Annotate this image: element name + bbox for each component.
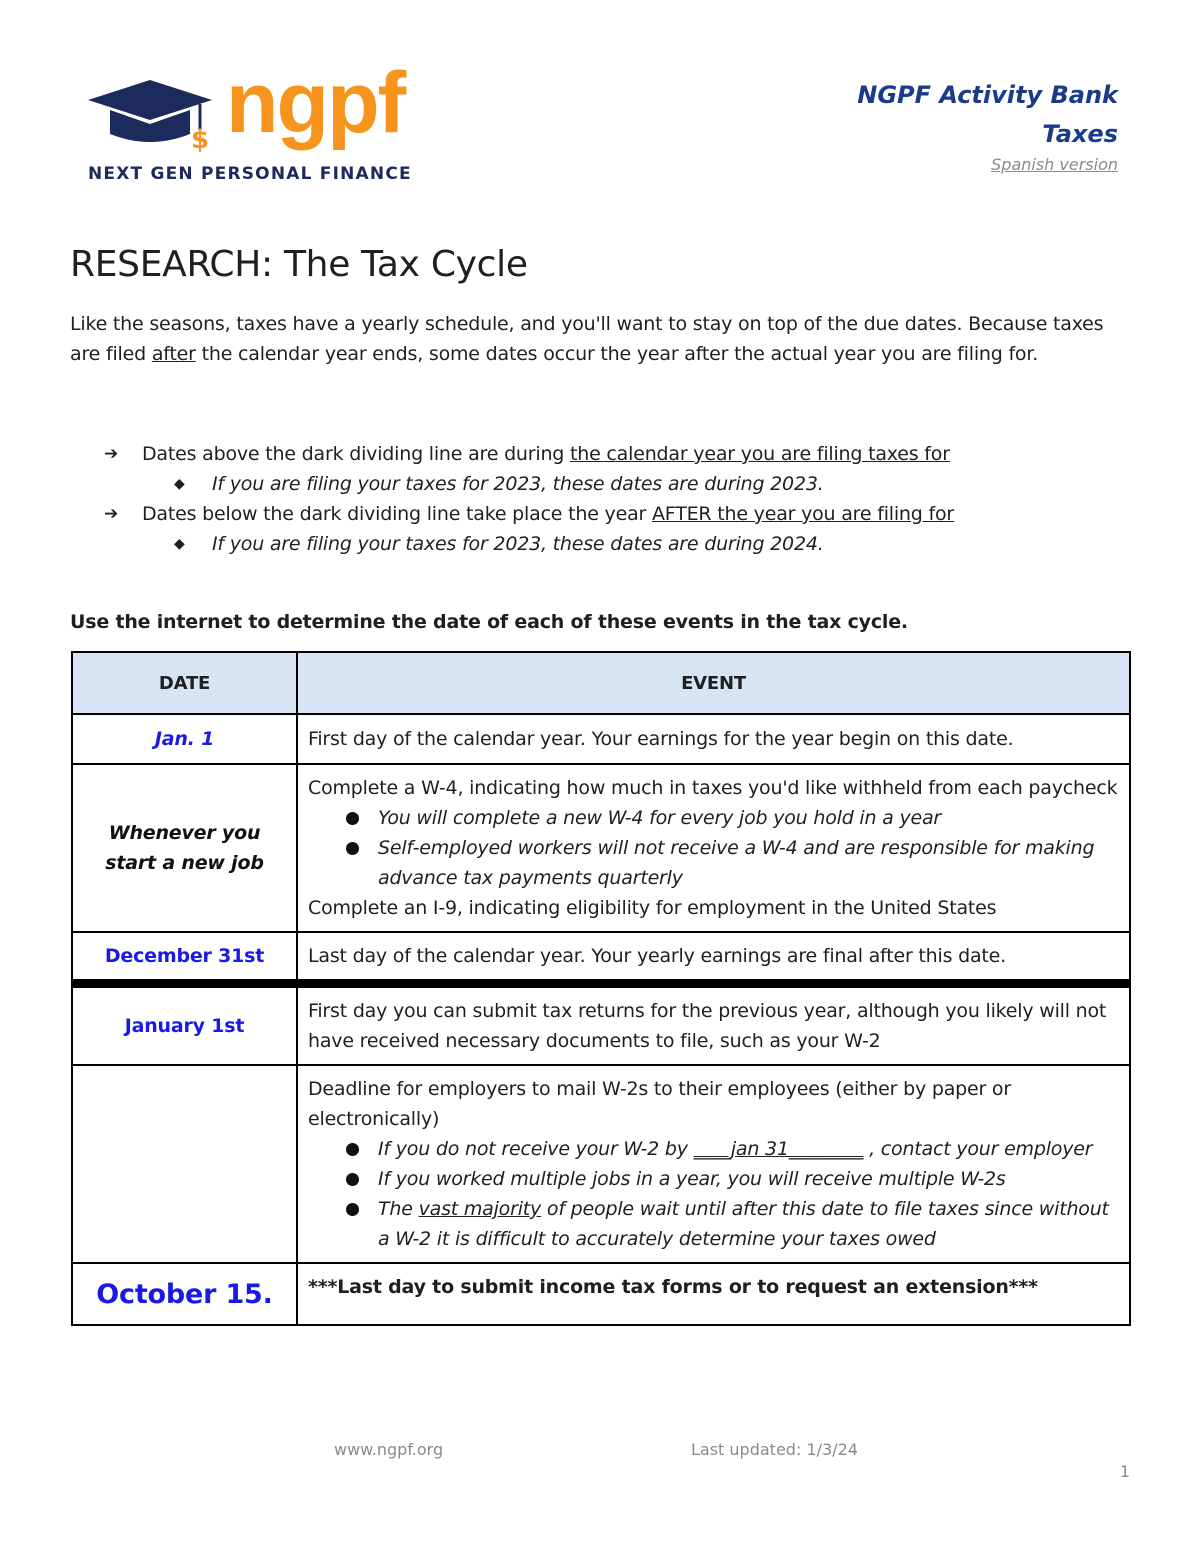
event-bullet-text: If you worked multiple jobs in a year, you will receive multiple W-2s	[378, 1168, 1006, 1190]
intro-paragraph	[70, 309, 1130, 369]
ngpf-logo	[88, 55, 428, 188]
bullet-underlined: AFTER the year you are filing for	[652, 503, 955, 525]
event-intro: Complete a W-4, indicating how much in taxes you'd like withheld from each paycheck	[308, 777, 1118, 799]
bullet-dot-icon	[346, 1143, 359, 1156]
event-cell: ***Last day to submit income tax forms or to request an extension***	[297, 1263, 1130, 1325]
event-bullets	[308, 803, 1119, 893]
sub-bullet-text: If you are filing your taxes for 2023, these dates are during 2024.	[212, 533, 824, 555]
sub-bullet-text: If you are filing your taxes for 2023, these dates are during 2023.	[212, 473, 824, 495]
arrow-icon: ➔	[104, 504, 119, 524]
bullet-underlined: the calendar year you are filing taxes for	[570, 443, 950, 465]
table-row	[72, 984, 1130, 1066]
date-cell: Jan. 1	[72, 714, 297, 764]
diamond-icon: ◆	[174, 536, 185, 552]
date-cell: October 15.	[72, 1263, 297, 1325]
intro-text-1: Like the seasons, taxes have a yearly schedule, and you'll want to stay on top of the due dates. Because taxes are filed	[70, 313, 1104, 365]
bullet-text: Dates above the dark dividing line are during	[142, 443, 571, 465]
header-event: EVENT	[297, 652, 1130, 714]
intro-underlined: after	[151, 343, 196, 365]
page-number: 1	[1119, 1462, 1130, 1481]
header-date: DATE	[72, 652, 297, 714]
event-bullet	[308, 1164, 1119, 1194]
topic-title: Taxes	[1042, 120, 1118, 148]
diamond-icon: ◆	[174, 476, 185, 492]
footer-website[interactable]: www.ngpf.org	[334, 1440, 444, 1459]
table-row	[72, 932, 1130, 984]
bullet-list	[104, 439, 1124, 559]
arrow-icon: ➔	[104, 444, 119, 464]
bullet-item	[104, 499, 1124, 529]
spanish-version-link[interactable]: Spanish version	[991, 155, 1118, 174]
bullet-text-pre: If you do not receive your W-2 by	[378, 1138, 694, 1160]
bullet-text-post: , contact your employer	[863, 1138, 1093, 1160]
bullet-text-post: of people wait until after this date to file taxes since without a W-2 it is difficult to accurately determine your taxes owed	[378, 1198, 1109, 1250]
bullet-item	[104, 439, 1124, 469]
date-cell: December 31st	[72, 932, 297, 984]
bullet-dot-icon	[346, 842, 359, 855]
date-cell: Whenever you start a new job	[72, 764, 297, 932]
sub-bullet-item	[104, 529, 1124, 559]
bullet-dot-icon	[346, 1203, 359, 1216]
table-row	[72, 1263, 1130, 1325]
event-bullet-text: You will complete a new W-4 for every job you hold in a year	[378, 807, 942, 829]
event-cell: First day of the calendar year. Your earnings for the year begin on this date.	[297, 714, 1130, 764]
intro-text-2: the calendar year ends, some dates occur the year after the actual year you are filing for.	[195, 343, 1039, 365]
event-intro: Deadline for employers to mail W-2s to their employees (either by paper or electronically)	[308, 1078, 1011, 1130]
svg-text:$: $	[191, 125, 210, 155]
event-bullet	[308, 1134, 1119, 1164]
event-outro: Complete an I-9, indicating eligibility for employment in the United States	[308, 897, 997, 919]
table-row	[72, 1065, 1130, 1263]
date-cell: January 1st	[72, 984, 297, 1066]
date-cell-empty[interactable]	[72, 1065, 297, 1263]
bullet-underlined: vast majority	[418, 1198, 542, 1220]
sub-bullet-item	[104, 469, 1124, 499]
page-title: RESEARCH: The Tax Cycle	[70, 244, 528, 285]
answer-blank[interactable]: ____jan 31________	[693, 1138, 864, 1160]
table-row	[72, 764, 1130, 932]
table-row	[72, 714, 1130, 764]
event-bullets	[308, 1134, 1119, 1254]
bullet-dot-icon	[346, 1173, 359, 1186]
event-bullet-text: Self-employed workers will not receive a W-4 and are responsible for making advance tax payments quarterly	[378, 837, 1095, 889]
graduation-cap-icon	[88, 76, 218, 156]
event-cell: First day you can submit tax returns for the previous year, although you likely will not have received necessary documents to file, such as your W-2	[297, 984, 1130, 1066]
bullet-text: Dates below the dark dividing line take place the year	[142, 503, 652, 525]
tax-cycle-table	[71, 651, 1131, 1326]
bullet-dot-icon	[346, 812, 359, 825]
event-bullet	[308, 803, 1119, 833]
footer-updated: Last updated: 1/3/24	[691, 1440, 858, 1459]
header-info	[857, 76, 1118, 176]
event-bullet	[308, 833, 1119, 893]
event-cell	[297, 764, 1130, 932]
table-header-row	[72, 652, 1130, 714]
event-cell: Last day of the calendar year. Your yearly earnings are final after this date.	[297, 932, 1130, 984]
logo-wordmark: ngpf	[226, 55, 405, 151]
instruction-text: Use the internet to determine the date of each of these events in the tax cycle.	[70, 611, 908, 633]
logo-tagline: NEXT GEN PERSONAL FINANCE	[88, 164, 412, 184]
event-bullet	[308, 1194, 1119, 1254]
activity-bank-title: NGPF Activity Bank	[857, 81, 1118, 109]
event-cell	[297, 1065, 1130, 1263]
bullet-text-pre: The	[378, 1198, 419, 1220]
